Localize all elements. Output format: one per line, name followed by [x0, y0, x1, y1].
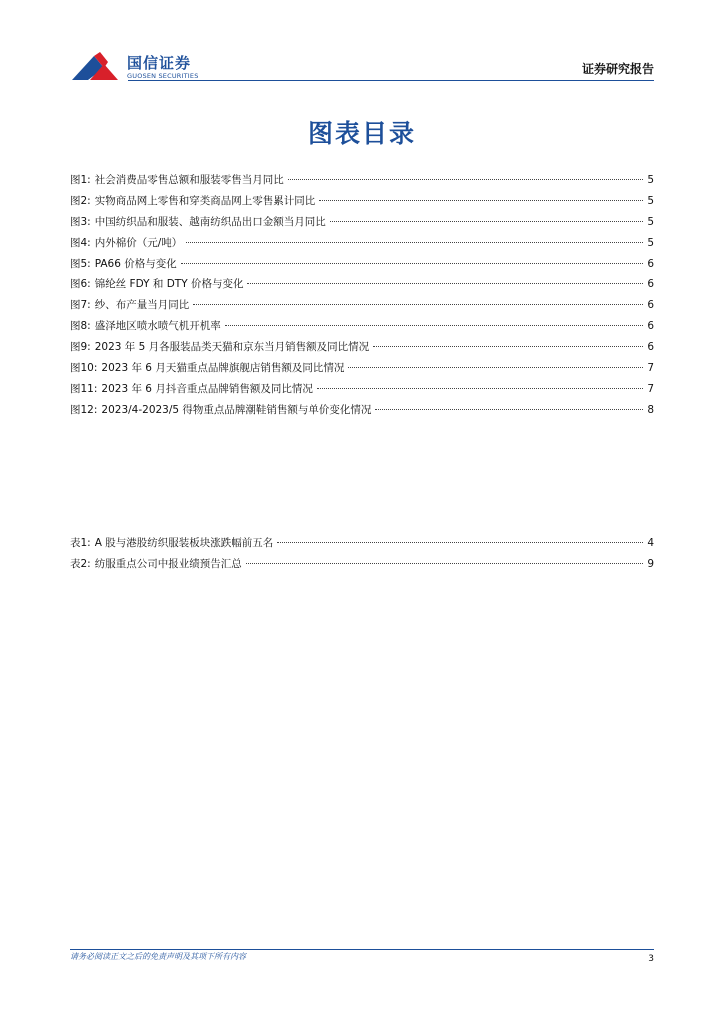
toc-entry-page: 9: [647, 557, 654, 570]
toc-entry-label: 表1:: [70, 537, 91, 549]
toc-leader-dots: [186, 242, 643, 243]
toc-entry-table-1[interactable]: [70, 533, 654, 554]
toc-entry-title: 盛泽地区喷水喷气机开机率: [94, 320, 221, 333]
toc-entry-label: 图10:: [70, 362, 98, 375]
toc-entry-label: 图1:: [70, 174, 91, 186]
toc-entry-title: 锦纶丝 FDY 和 DTY 价格与变化: [94, 278, 244, 291]
toc-entry-figure-10[interactable]: [70, 358, 654, 379]
toc-entry-label: 图4:: [70, 236, 91, 249]
toc-leader-dots: [373, 346, 643, 347]
toc-leader-dots: [288, 179, 644, 180]
toc-entry-figure-4[interactable]: [70, 233, 654, 254]
toc-entry-page: 6: [647, 320, 654, 333]
toc-entry-figure-1[interactable]: [70, 170, 654, 191]
toc-entry-page: 6: [647, 299, 654, 312]
toc-entry-title: 2023 年 6 月抖音重点品牌销售额及同比情况: [101, 382, 313, 395]
toc-entry-figure-7[interactable]: [70, 295, 654, 316]
toc-entry-title: 纺服重点公司中报业绩预告汇总: [94, 557, 242, 570]
toc-entry-label: 图5:: [70, 257, 91, 270]
disclaimer-text: 请务必阅读正文之后的免责声明及其项下所有内容: [70, 952, 246, 961]
toc-entry-label: 图11:: [70, 382, 98, 395]
footer-divider: [70, 949, 654, 950]
toc-entry-page: 5: [647, 236, 654, 249]
toc-entry-title: 2023 年 5 月各服装品类天猫和京东当月销售额及同比情况: [94, 341, 370, 354]
page-header: [0, 0, 724, 90]
toc-entry-page: 5: [647, 215, 654, 228]
toc-entry-page: 7: [647, 362, 654, 375]
toc-leader-dots: [277, 542, 643, 543]
toc-leader-dots: [319, 200, 643, 201]
toc-entry-title: 2023 年 6 月天猫重点品牌旗舰店销售额及同比情况: [101, 362, 345, 375]
toc-leader-dots: [348, 367, 643, 368]
toc-entry-label: 图7:: [70, 299, 91, 312]
toc-entry-figure-2[interactable]: [70, 191, 654, 212]
toc-entry-page: 5: [647, 174, 654, 186]
toc-entry-figure-3[interactable]: [70, 212, 654, 233]
toc-entry-label: 图12:: [70, 403, 98, 416]
toc-entry-page: 6: [647, 278, 654, 291]
toc-entry-page: 6: [647, 257, 654, 270]
report-type-label: 证券研究报告: [581, 62, 654, 76]
table-toc-list: [70, 533, 654, 575]
toc-entry-figure-12[interactable]: [70, 400, 654, 421]
toc-entry-title: 内外棉价（元/吨）: [94, 236, 183, 249]
page-title: 图表目录: [307, 119, 416, 148]
toc-entry-page: 7: [647, 382, 654, 395]
toc-entry-title: 2023/4-2023/5 得物重点品牌潮鞋销售额与单价变化情况: [101, 403, 372, 416]
toc-entry-label: 图2:: [70, 194, 91, 207]
toc-leader-dots: [193, 304, 643, 305]
guosen-logo-icon: [70, 52, 120, 82]
logo-english-name: GUOSEN SECURITIES: [127, 72, 199, 80]
toc-leader-dots: [317, 388, 643, 389]
page-number: 3: [648, 954, 654, 964]
toc-entry-page: 8: [647, 403, 654, 416]
toc-entry-label: 图9:: [70, 341, 91, 354]
figure-toc-list: [70, 170, 654, 421]
toc-leader-dots: [246, 563, 644, 564]
toc-entry-figure-8[interactable]: [70, 316, 654, 337]
toc-entry-title: 社会消费品零售总额和服装零售当月同比: [94, 174, 284, 186]
toc-entry-label: 图3:: [70, 215, 91, 228]
toc-entry-title: 纱、布产量当月同比: [94, 299, 190, 312]
toc-entry-label: 图6:: [70, 278, 91, 291]
toc-entry-title: A 股与港股纺织服装板块涨跌幅前五名: [94, 537, 274, 549]
toc-entry-page: 4: [647, 537, 654, 549]
toc-entry-figure-9[interactable]: [70, 337, 654, 358]
toc-entry-title: 中国纺织品和服装、越南纺织品出口金额当月同比: [94, 215, 326, 228]
toc-entry-page: 6: [647, 341, 654, 354]
toc-entry-label: 图8:: [70, 320, 91, 333]
toc-entry-figure-6[interactable]: [70, 274, 654, 295]
toc-leader-dots: [375, 409, 643, 410]
header-divider: [128, 80, 654, 81]
toc-entry-figure-11[interactable]: [70, 379, 654, 400]
toc-entry-page: 5: [647, 194, 654, 207]
toc-entry-title: PA66 价格与变化: [94, 257, 177, 270]
toc-entry-table-2[interactable]: [70, 554, 654, 575]
logo-chinese-name: 国信证券: [127, 54, 192, 72]
toc-entry-title: 实物商品网上零售和穿类商品网上零售累计同比: [94, 194, 316, 207]
toc-leader-dots: [330, 221, 644, 222]
toc-leader-dots: [181, 263, 644, 264]
toc-entry-label: 表2:: [70, 557, 91, 570]
toc-leader-dots: [247, 283, 643, 284]
toc-leader-dots: [225, 325, 644, 326]
toc-entry-figure-5[interactable]: [70, 254, 654, 275]
